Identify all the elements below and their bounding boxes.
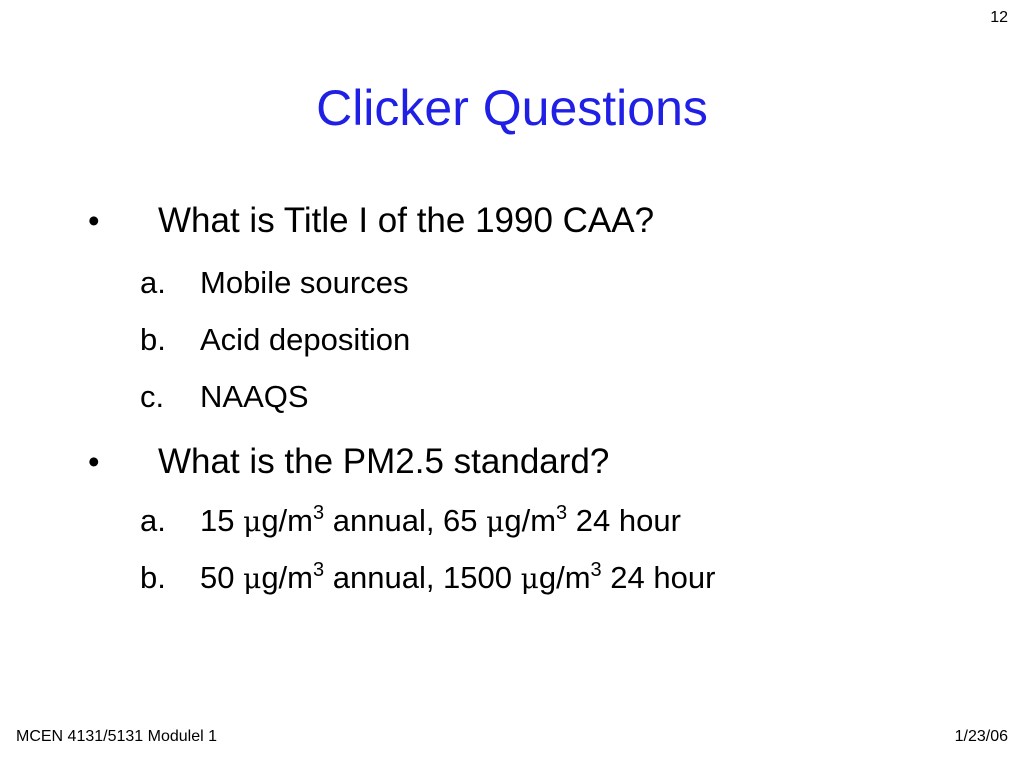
option-text-part: 50 [200,560,244,595]
footer-course: MCEN 4131/5131 Modulel 1 [16,728,218,745]
option-text: Mobile sources [200,265,409,300]
slide-number: 12 [990,9,1008,26]
option-text-part: g/m [261,503,313,538]
option-text: NAAQS [200,379,309,414]
option-text: Acid deposition [200,322,411,357]
superscript: 3 [556,502,568,524]
slide-title: Clicker Questions [316,80,708,136]
option-letter: a. [140,265,166,300]
option-letter: a. [140,503,166,538]
question-1-text: What is Title I of the 1990 CAA? [158,201,655,240]
superscript: 3 [313,502,325,524]
option-text-part: 24 hour [567,503,681,538]
superscript: 3 [313,559,325,581]
micro-symbol: μ [243,562,262,595]
option-letter: b. [140,322,166,357]
option-text-part: g/m [504,503,557,538]
option-text [200,503,681,540]
micro-symbol: μ [486,505,505,538]
superscript: 3 [590,559,602,581]
option-letter: b. [140,560,166,595]
option-letter: c. [140,379,165,414]
option-text-part: g/m [538,560,591,595]
micro-symbol: μ [520,562,539,595]
option-text [200,560,715,597]
option-text-part: g/m [261,560,313,595]
bullet-marker: • [88,202,100,239]
footer-date: 1/23/06 [954,728,1008,745]
bullet-marker: • [88,443,100,480]
option-text-part: annual, 65 [324,503,487,538]
option-text-part: 15 [200,503,244,538]
micro-symbol: μ [243,505,262,538]
option-text-part: 24 hour [601,560,716,595]
question-2-text: What is the PM2.5 standard? [158,442,610,481]
option-text-part: annual, 1500 [324,560,521,595]
